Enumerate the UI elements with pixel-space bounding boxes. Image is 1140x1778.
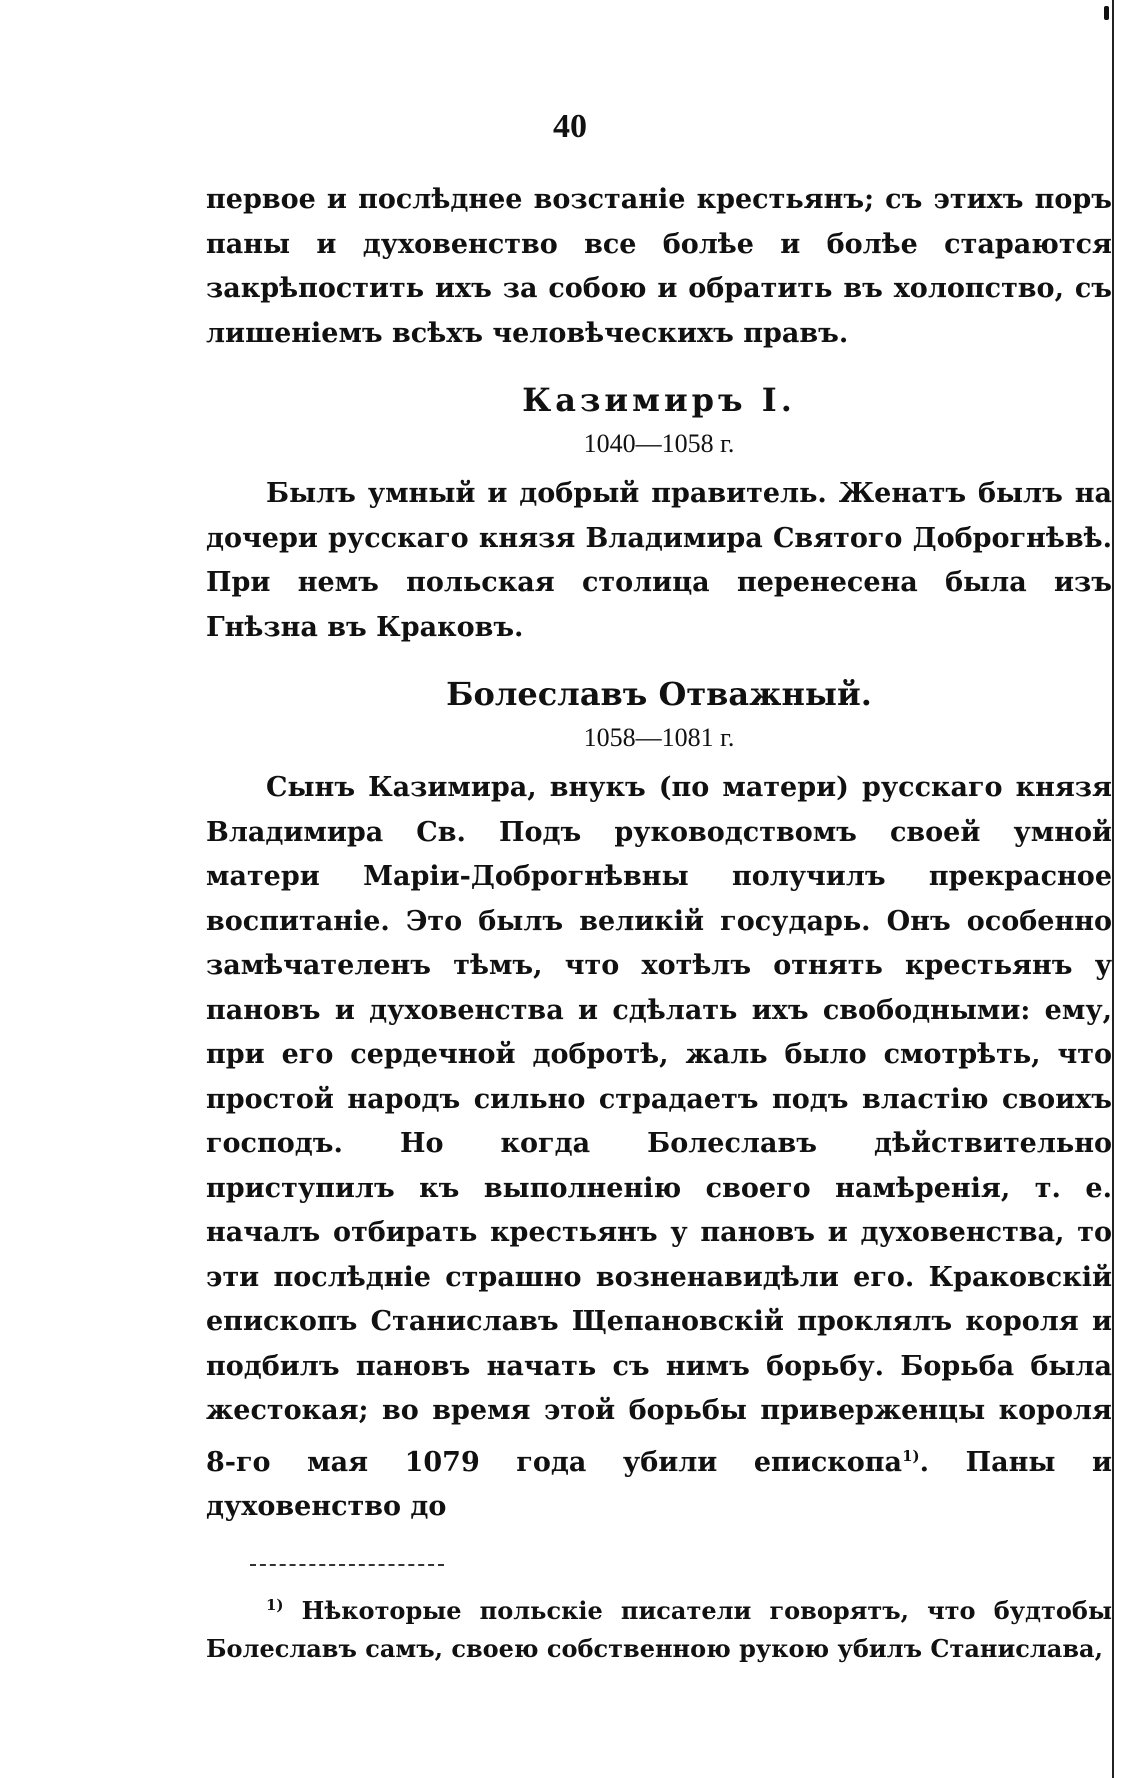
- section-paragraph-boleslav: [206, 766, 1112, 1530]
- scan-mark: [1104, 6, 1109, 20]
- section-heading-boleslav: Болеславъ Отважный.: [446, 675, 872, 713]
- book-spine-edge: [1112, 0, 1114, 1778]
- footnote: [206, 1586, 1112, 1668]
- section-heading-kazimir: Казимиръ I.: [522, 381, 796, 419]
- paragraph-text: Сынъ Казимира, внукъ (по матери) русскаго князя Владимира Св. Подъ руководствомъ своей умной матери Маріи-Доброгнѣвны получилъ прекрасное воспитаніе. Это былъ великій государь. Онъ особенно замѣчателенъ тѣмъ, что хотѣлъ отнять крестьянъ у пановъ и духовенства и сдѣлать ихъ свободными: ему, при его сердечной добротѣ, жаль было смотрѣть, что простой народъ сильно страдаетъ подъ властію своихъ господъ. Но когда Болеславъ дѣйствительно приступилъ къ выполненію своего намѣренія, т. е. началъ отбирать крестьянъ у пановъ и духовенства, то эти послѣдніе страшно возненавидѣли его. Краковскій епископъ Станиславъ Щепановскій проклялъ короля и подбилъ пановъ начать съ нимъ борьбу. Борьба была жестокая; во время этой борьбы приверженцы короля 8-го мая 1079 года убили епископа: [206, 772, 1112, 1478]
- page-number: 40: [553, 108, 587, 145]
- section-paragraph-kazimir: Былъ умный и добрый правитель. Женатъ былъ на дочери русскаго князя Владимира Святого Доброгнѣвѣ. При немъ польская столица перенесена была изъ Гнѣзна въ Краковъ.: [206, 478, 1112, 643]
- footnote-reference: 1): [902, 1446, 920, 1465]
- footnote-divider: [250, 1564, 444, 1566]
- page-body: [206, 178, 1112, 1530]
- paragraph-text-end: . Паны и духовенство до: [206, 1446, 1113, 1522]
- footnote-marker: 1): [266, 1596, 284, 1614]
- section-dates-boleslav: 1058—1081 г.: [583, 723, 735, 752]
- footnote-text: Нѣкоторые польскіе писатели говорятъ, что будтобы Болеславъ самъ, своею собственною рукою убилъ Станислава,: [206, 1596, 1112, 1663]
- section-dates-kazimir: 1040—1058 г.: [583, 429, 735, 458]
- intro-paragraph: первое и послѣднее возстаніе крестьянъ; съ этихъ поръ паны и духовенство все болѣе и болѣе стараются закрѣпостить ихъ за собою и обратить въ холопство, съ лишеніемъ всѣхъ человѣческихъ правъ.: [206, 184, 1112, 349]
